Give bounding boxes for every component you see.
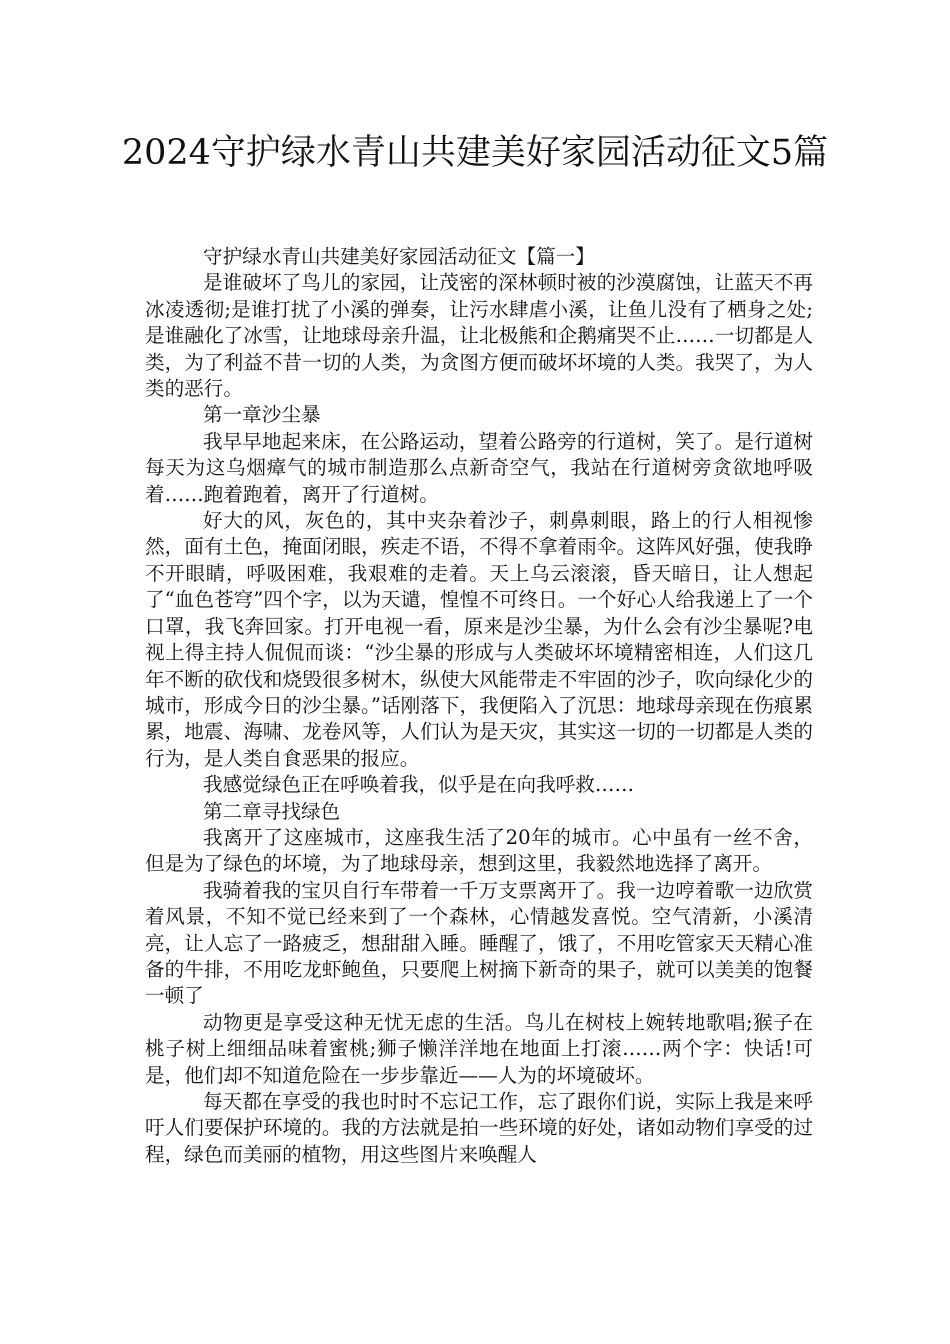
section-heading: 第一章沙尘暴 bbox=[203, 403, 321, 427]
document-title: 2024守护绿水青山共建美好家园活动征文5篇 bbox=[121, 133, 829, 173]
paragraph: 是谁破坏了鸟儿的家园，让茂密的深林顿时被的沙漠腐蚀，让蓝天不再冰凌透彻;是谁打扰了小溪的弹奏，让污水肆虐小溪，让鱼儿没有了栖身之处;是谁融化了冰雪，让地球母亲升温，让北极熊和企鹅痛哭不止……一切都是人类，为了利益不昔一切的人类，为贪图方便而破坏坏境的人类。我哭了，为人类的恶行。 bbox=[145, 271, 813, 401]
section-heading: 守护绿水青山共建美好家园活动征文【篇一】 bbox=[203, 245, 595, 268]
paragraph: 我骑着我的宝贝自行车带着一千万支票离开了。我一边哼着歌一边欣赏着风景，不知不觉已经来到了一个森林，心情越发喜悦。空气清新，小溪清亮，让人忘了一路疲乏，想甜甜入睡。睡醒了，饿了，不用吃管家天天精心准备的牛排，不用吃龙虾鲍鱼，只要爬上树摘下新奇的果子，就可以美美的饱餐一顿了 bbox=[145, 878, 813, 1008]
paragraph: 动物更是享受这种无忧无虑的生活。鸟儿在树枝上婉转地歌唱;猴子在桃子树上细细品味着蜜桃;狮子懒洋洋地在地面上打滚……两个字：快话!可是，他们却不知道危险在一步步靠近——人为的坏境破坏。 bbox=[145, 1010, 813, 1087]
paragraph: 我早早地起来床，在公路运动，望着公路旁的行道树，笑了。是行道树每天为这乌烟瘴气的城市制造那么点新奇空气，我站在行道树旁贪欲地呼吸着……跑着跑着，离开了行道树。 bbox=[145, 429, 813, 506]
paragraph: 我感觉绿色正在呼唤着我，似乎是在向我呼救…… bbox=[203, 773, 635, 797]
paragraph: 我离开了这座城市，这座我生活了20年的城市。心中虽有一丝不舍，但是为了绿色的坏境，为了地球母亲，想到这里，我毅然地选择了离开。 bbox=[145, 825, 813, 876]
paragraph: 好大的风，灰色的，其中夹杂着沙子，刺鼻刺眼，路上的行人相视惨然，面有土色，掩面闭眼，疾走不语，不得不拿着雨伞。这阵风好强，使我睁不开眼睛，呼吸困难，我艰难的走着。天上乌云滚滚，昏天暗日，让人想起了“血色苍穹”四个字，以为天谴，惶惶不可终日。一个好心人给我递上了一个口罩，我飞奔回家。打开电视一看，原来是沙尘暴，为什么会有沙尘暴呢?电视上得主持人侃侃而谈：“沙尘暴的形成与人类破坏坏境精密相连，人们这几年不断的砍伐和烧毁很多树木，纵使大风能带走不牢固的沙子，吹向绿化少的城市，形成今日的沙尘暴。”话刚落下，我便陷入了沉思：地球母亲现在伤痕累累，地震、海啸、龙卷风等，人们认为是天灾，其实这一切的一切都是人类的行为，是人类自食恶果的报应。 bbox=[145, 509, 813, 770]
paragraph: 每天都在享受的我也时时不忘记工作，忘了跟你们说，实际上我是来呼吁人们要保护环境的。我的方法就是拍一些环境的好处，诸如动物们享受的过程，绿色而美丽的植物，用这些图片来唤醒人 bbox=[145, 1090, 813, 1166]
document-body bbox=[145, 244, 813, 1168]
section-heading: 第二章寻找绿色 bbox=[203, 799, 341, 823]
